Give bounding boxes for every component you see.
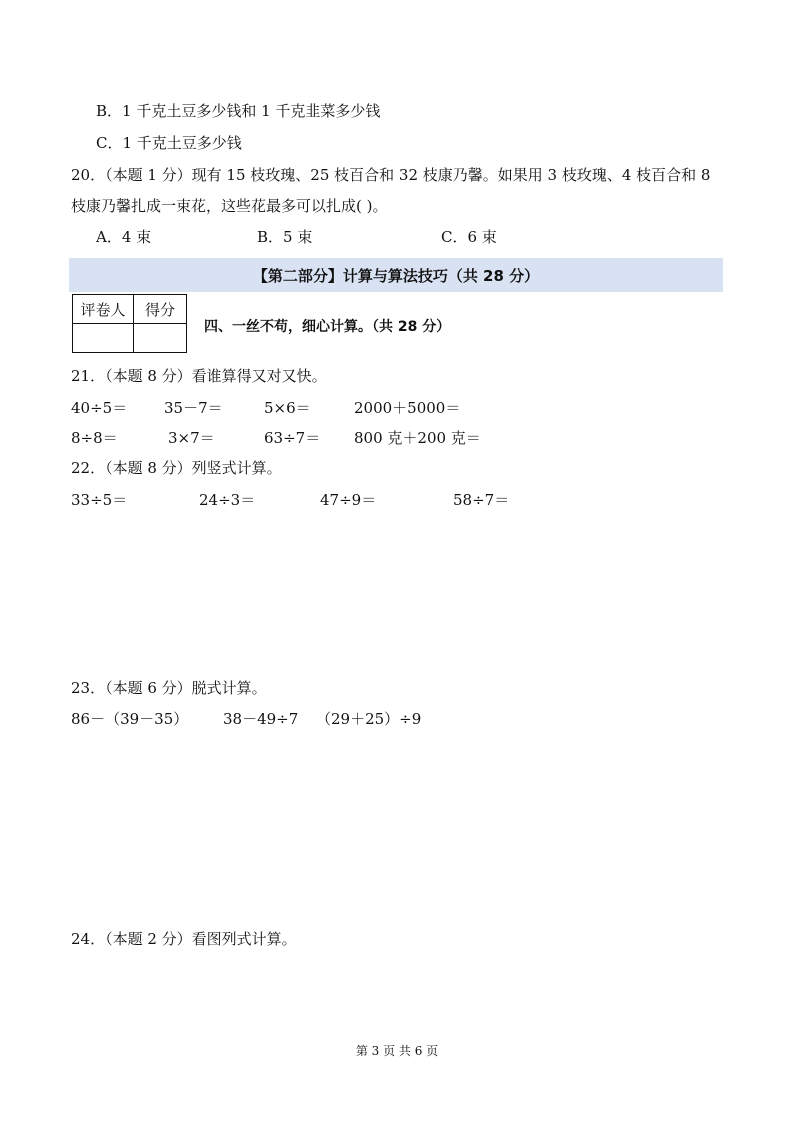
q22-item-2: 24÷3＝ xyxy=(199,491,256,509)
score-table-header-grader: 评卷人 xyxy=(73,295,134,324)
q22-stem: 22．（本题 8 分）列竖式计算。 xyxy=(71,459,282,477)
part4-title: 四、一丝不苟，细心计算。（共 28 分） xyxy=(204,319,451,335)
q21-r2-c2: 3×7＝ xyxy=(168,429,215,447)
q20-option-c: C．6 束 xyxy=(441,228,497,246)
q21-r2-c3: 63÷7＝ xyxy=(264,429,321,447)
q21-r1-c2: 35－7＝ xyxy=(164,399,223,417)
q21-r1-c3: 5×6＝ xyxy=(264,399,311,417)
q20-stem-line1: 20．（本题 1 分）现有 15 枝玫瑰、25 枝百合和 32 枝康乃馨。如果用 3 枝玫瑰、4 枝百合和 8 xyxy=(71,166,711,184)
q21-r1-c4: 2000＋5000＝ xyxy=(354,399,461,417)
q20-stem-line2: 枝康乃馨扎成一束花，这些花最多可以扎成( )。 xyxy=(71,197,388,215)
q20-option-b: B．5 束 xyxy=(257,228,313,246)
q23-stem: 23．（本题 6 分）脱式计算。 xyxy=(71,679,267,697)
q21-r2-c4: 800 克＋200 克＝ xyxy=(354,429,481,447)
q23-item-3: （29＋25）÷9 xyxy=(316,710,422,728)
score-table-header-score: 得分 xyxy=(134,295,187,324)
q21-r2-c1: 8÷8＝ xyxy=(71,429,118,447)
q22-item-3: 47÷9＝ xyxy=(320,491,377,509)
q20-option-a: A．4 束 xyxy=(96,228,152,246)
q19-option-b: B．1 千克土豆多少钱和 1 千克韭菜多少钱 xyxy=(96,102,381,120)
q24-stem: 24．（本题 2 分）看图列式计算。 xyxy=(71,930,297,948)
q22-item-4: 58÷7＝ xyxy=(453,491,510,509)
section-header xyxy=(69,258,723,292)
page-footer: 第 3 页 共 6 页 xyxy=(355,1044,439,1058)
score-table-cell-grader xyxy=(73,324,134,353)
q19-option-c: C．1 千克土豆多少钱 xyxy=(96,134,242,152)
q22-item-1: 33÷5＝ xyxy=(71,491,128,509)
q21-r1-c1: 40÷5＝ xyxy=(71,399,128,417)
score-table xyxy=(72,294,187,353)
q23-item-2: 38－49÷7 xyxy=(223,710,299,728)
score-table-cell-score xyxy=(134,324,187,353)
q21-stem: 21．（本题 8 分）看谁算得又对又快。 xyxy=(71,367,327,385)
q23-item-1: 86－（39－35） xyxy=(71,710,189,728)
section-title: 【第二部分】计算与算法技巧（共 28 分） xyxy=(252,266,540,285)
